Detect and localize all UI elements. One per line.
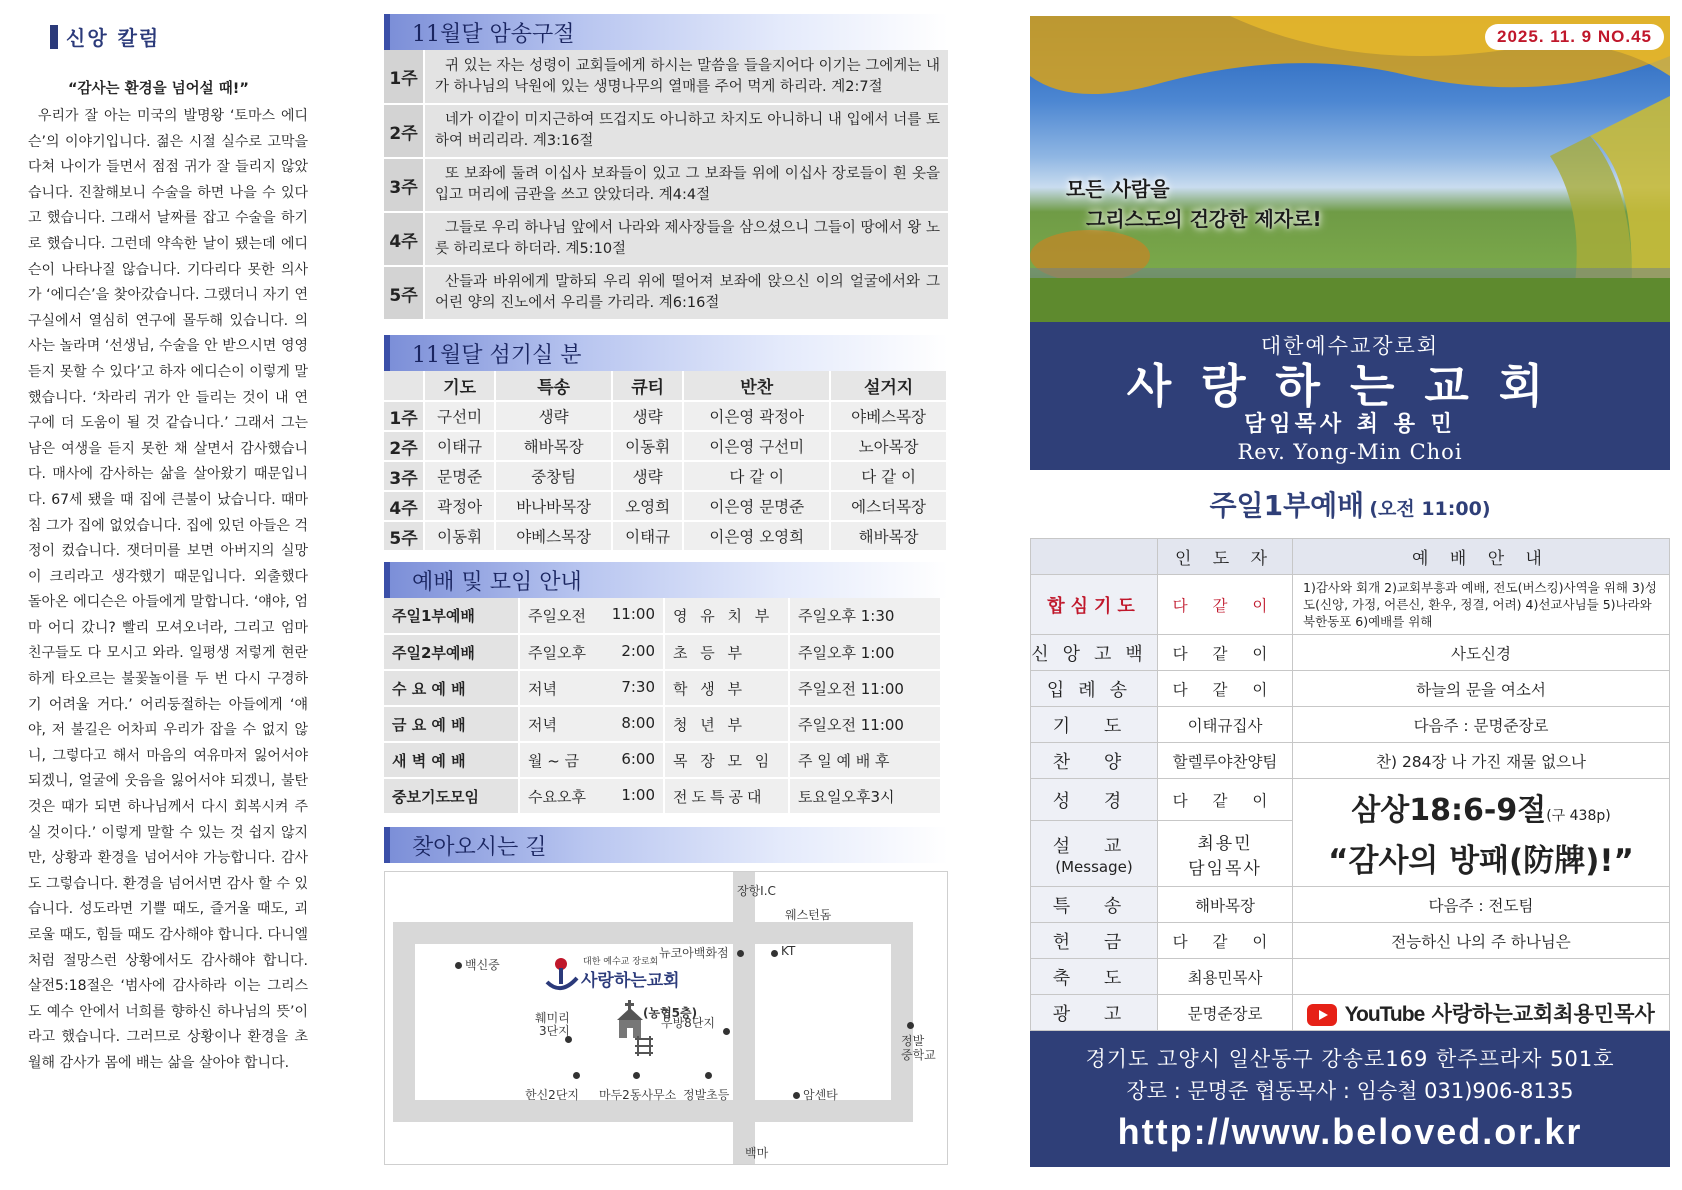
- service-row: [384, 598, 941, 634]
- road-center: [733, 872, 755, 1165]
- duty-row: [384, 431, 947, 461]
- service-name: 주일1부예배: [384, 598, 519, 634]
- map-church-name: 사랑하는교회: [581, 971, 680, 991]
- service-time-cell: [519, 742, 664, 778]
- order-row-hapsim: [1031, 575, 1670, 635]
- map-church-denom: 대한 예수교 장로회: [583, 957, 659, 967]
- order-row-praise: [1031, 743, 1670, 779]
- duty-row: [384, 401, 947, 431]
- youtube-channel-name: 사랑하는교회최용민목사: [1431, 1001, 1655, 1026]
- worship-order-table: [1030, 538, 1670, 1031]
- order-item: 설 교: [1052, 835, 1136, 857]
- duty-week: 2주: [384, 431, 424, 461]
- verse-text: 네가 이같이 미지근하여 뜨겁지도 아니하고 차지도 아니하니 내 입에서 너를 토하여 버리리라. 계3:16절: [424, 104, 948, 158]
- heading-bar: [50, 25, 58, 49]
- duty-cell: 노아목장: [830, 431, 947, 461]
- service-row: [384, 778, 941, 814]
- order-guide: 다음주 : 전도팀: [1293, 887, 1670, 923]
- map-label-westerndom: 웨스턴돔: [785, 908, 832, 922]
- order-item-sermon: [1031, 821, 1158, 887]
- service-name: 수 요 예 배: [384, 670, 519, 706]
- map-label-woobang: 우방8단지: [661, 1016, 716, 1030]
- map-church-note: (농협5층): [643, 1006, 698, 1020]
- youtube-channel[interactable]: [1293, 995, 1670, 1031]
- verse-week: 4주: [384, 212, 424, 266]
- duty-cell: 생략: [612, 461, 683, 491]
- duty-cell: 이은영 오영희: [683, 521, 830, 551]
- duty-cell: 다 같 이: [830, 461, 947, 491]
- verse-text: 산들과 바위에게 말하되 우리 위에 떨어져 보좌에 앉으신 이의 얼굴에서와 그 어린 양의 진노에서 우리를 가리라. 계6:16절: [424, 266, 948, 320]
- order-guide: 다음주 : 문명준장로: [1293, 707, 1670, 743]
- group-time: 주일오후 1:30: [789, 598, 941, 634]
- church-website[interactable]: http://www.beloved.or.kr: [1117, 1111, 1583, 1152]
- duty-cell: 이은영 곽정아: [683, 401, 830, 431]
- issue-badge: 2025. 11. 9 NO.45: [1485, 24, 1664, 50]
- verse-row: [384, 158, 948, 212]
- duty-cell: 야베스목장: [495, 521, 612, 551]
- order-row-offering: [1031, 923, 1670, 959]
- service-time-cell: [519, 598, 664, 634]
- order-leader: 할렐루야찬양팀: [1158, 743, 1293, 779]
- order-leader: 다 같 이: [1158, 923, 1293, 959]
- group-name: 초 등 부: [664, 634, 789, 670]
- road-bottom: [393, 1100, 913, 1122]
- order-corner: [1031, 539, 1158, 575]
- group-time: 주일오전 11:00: [789, 670, 941, 706]
- duty-cell: 해바목장: [495, 431, 612, 461]
- service-name: 중보기도모임: [384, 778, 519, 814]
- order-item: 입례송: [1031, 671, 1158, 707]
- duty-column-header: 반찬: [683, 371, 830, 401]
- order-guide: 전능하신 나의 주 하나님은: [1293, 923, 1670, 959]
- duty-cell: 이은영 문명준: [683, 491, 830, 521]
- group-time: 주일오전 11:00: [789, 706, 941, 742]
- church-footer: [1030, 1031, 1670, 1167]
- pastor-name-english: Rev. Yong-Min Choi: [1237, 440, 1463, 464]
- map-label-baekma: 백마: [745, 1146, 769, 1160]
- road-top: [393, 922, 913, 944]
- service-day: 주일오전: [528, 607, 586, 625]
- worship-time: (오전 11:00): [1369, 498, 1491, 520]
- duty-cell: 곽정아: [424, 491, 495, 521]
- duty-week: 4주: [384, 491, 424, 521]
- service-time: 7:30: [621, 677, 655, 696]
- directions-heading: 찾아오시는 길: [384, 827, 948, 863]
- scripture-sermon-cell: [1293, 779, 1670, 887]
- duty-cell: 이태규: [612, 521, 683, 551]
- slogan-line1: 모든 사람을: [1066, 177, 1170, 201]
- map-label-kt: KT: [781, 944, 796, 958]
- crosswalk-icon: [633, 1036, 655, 1056]
- group-time: 토요일오후3시: [789, 778, 941, 814]
- group-name: 학 생 부: [664, 670, 789, 706]
- map-dot-baeksin: [455, 962, 462, 969]
- order-head-guide: 예 배 안 내: [1293, 539, 1670, 575]
- order-leader-sub: 담임목사: [1188, 858, 1262, 879]
- duty-cell: 해바목장: [830, 521, 947, 551]
- service-time-cell: [519, 706, 664, 742]
- order-leader-sermon: [1158, 821, 1293, 887]
- duty-row: [384, 461, 947, 491]
- map-dot-madu: [633, 1072, 640, 1079]
- church-staff-contact: 장로 : 문명준 협동목사 : 임승철 031)906-8135: [1126, 1079, 1574, 1103]
- service-day: 저녁: [528, 715, 557, 734]
- map-dot-hanshin: [573, 1072, 580, 1079]
- verse-week: 5주: [384, 266, 424, 320]
- church-logo: [541, 952, 721, 1000]
- order-head-leader: 인 도 자: [1158, 539, 1293, 575]
- church-banner: [1030, 322, 1670, 470]
- verse-week: 2주: [384, 104, 424, 158]
- info-column: [384, 14, 948, 1165]
- order-item: 축 도: [1031, 959, 1158, 995]
- essay-body: [28, 104, 308, 1077]
- verse-row: [384, 104, 948, 158]
- order-row-blessing: [1031, 959, 1670, 995]
- order-guide: 사도신경: [1293, 635, 1670, 671]
- service-time: 6:00: [621, 749, 655, 768]
- duty-cell: 문명준: [424, 461, 495, 491]
- group-time: 주 일 예 배 후: [789, 742, 941, 778]
- essay-text: 우리가 잘 아는 미국의 발명왕 ‘토마스 에디슨’의 이야기입니다. 젊은 시절 실수로 고막을 다쳐 나이가 들면서 점점 귀가 잘 들리지 않았습니다. 진찰해보니 수술을 하면 나을 수 있다고 했습니다. 그래서 날짜를 잡고 수술을 하기로 했습니다. 그런데 약속한 날이 됐는데 에디슨이 나타나질 않습니다. 기다리다 못한 의사가 ‘에디슨’을 찾아갔습니다. 그랬더니 자기 연구실에서 열심히 연구에 몰두해 있습니다. 의사는 놀라며 ‘선생님, 수술을 안 받으시면 영영 듣지 못할 수 있다’고 하자 에디슨이 이렇게 말했습니다. ‘차라리 귀가 안 들리는 것이 내 연구에 더 도움이 될 것 같습니다.’ 그래서 그는 남은 여생을 듣지 못한 채 살면서 감사했습니다. 매사에 감사하는 삶을 살아왔기 때문입니다. 67세 됐을 때 집에 큰불이 났습니다. 때마침 그가 집에 없었습니다. 집에 있던 아들은 걱정이 컸습니다. 잿더미를 보면 아버지의 실망이 크리라고 생각했기 때문입니다. 외출했다 돌아온 에디슨은 아들에게 말합니다. ‘얘야, 엄마 어디 갔니? 빨리 모셔오너라, 그리고 엄마 친구들도 다 모시고 와라. 일평생 저렇게 현란하게 타오르는 불꽃놀이를 두 번 다시 구경하기 어려울 거다.’ 어리둥절하는 아들에게 ‘얘야, 저 불길은 어차피 우리가 잡을 수 없지 않니, 그렇다고 해서 마음의 여유마저 잃어서야 되겠니, 얼굴에 웃음을 잃어서야 되겠니, 불탄 것은 때가 되면 하나님께서 다시 회복시켜 주실 것이다.’ 이렇게 말할 수 있는 것 쉽지 않지만, 상황과 환경을 넘어서야 가능합니다. 감사도 그렇습니다. 환경을 넘어서면 감사 할 수 있습니다. 성도라면 기쁠 때도, 즐거울 때도, 괴로울 때도, 힘들 때도 감사해야 합니다. 다니엘처럼 절망스런 상황에서도 감사해야 합니다. 살전5:18절은 ‘범사에 감사하라 이는 그리스도 예수 안에서 너희를 향하신 하나님의 뜻’이라고 했습니다. 그러므로 상황이나 환경을 초월해 감사가 몸에 배는 삶을 살아야 합니다.: [28, 108, 308, 1071]
- order-row-scripture: [1031, 779, 1670, 821]
- order-item: 기 도: [1031, 707, 1158, 743]
- sermon-title: “감사의 방패(防牌)!”: [1328, 843, 1634, 879]
- prayer-topics: 1)감사와 회개 2)교회부흥과 예배, 전도(버스킹)사역을 위해 3)성도(신앙, 가정, 어른신, 환우, 정결, 어려) 4)선교사님들 5)나라와 북한동포 6)예배를 위해: [1293, 575, 1670, 635]
- order-item: 신앙고백: [1031, 635, 1158, 671]
- verse-row: [384, 266, 948, 320]
- service-time-cell: [519, 778, 664, 814]
- landscape-illustration: [1030, 16, 1670, 322]
- duty-cell: 구선미: [424, 401, 495, 431]
- service-time: 8:00: [621, 713, 655, 732]
- duty-week: 1주: [384, 401, 424, 431]
- map-label-amcenter: 암센타: [803, 1088, 838, 1102]
- order-row-special: [1031, 887, 1670, 923]
- services-table: [384, 598, 942, 815]
- verse-week: 3주: [384, 158, 424, 212]
- duty-row: [384, 521, 947, 551]
- order-leader: 다 같 이: [1158, 635, 1293, 671]
- column-heading-text: 신앙 칼럼: [66, 26, 161, 50]
- order-item: 찬 양: [1031, 743, 1158, 779]
- order-leader: 최용민목사: [1158, 959, 1293, 995]
- duty-cell: 에스더목장: [830, 491, 947, 521]
- service-row: [384, 634, 941, 670]
- map-dot-woobang: [723, 1028, 730, 1035]
- map-label-madu: 마두2동사무소: [599, 1088, 677, 1102]
- service-time: 11:00: [611, 605, 655, 623]
- duty-table: [384, 371, 948, 552]
- order-guide: [1293, 959, 1670, 995]
- duty-column-header: 큐티: [612, 371, 683, 401]
- order-item: 성 경: [1031, 779, 1158, 821]
- verse-row: [384, 50, 948, 104]
- group-name: 청 년 부: [664, 706, 789, 742]
- order-item: 합심기도: [1031, 575, 1158, 635]
- duty-cell: 야베스목장: [830, 401, 947, 431]
- column-heading: [50, 22, 308, 51]
- essay-title: “감사는 환경을 넘어설 때!”: [68, 81, 249, 97]
- order-leader: 최용민: [1197, 833, 1253, 854]
- group-name: 영 유 치 부: [664, 598, 789, 634]
- map-label-baeksin: 백신중: [465, 958, 500, 972]
- service-day: 저녁: [528, 679, 557, 698]
- services-heading: 예배 및 모임 안내: [384, 562, 948, 598]
- group-name: 목 장 모 임: [664, 742, 789, 778]
- map-label-newcore: 뉴코아백화점: [659, 946, 729, 960]
- map-label-jeongbal: 정발초등: [683, 1088, 730, 1102]
- duty-cell: 생략: [612, 401, 683, 431]
- slogan-line2: 그리스도의 건강한 제자로!: [1086, 207, 1322, 231]
- order-item-sub: (Message): [1055, 857, 1133, 876]
- verse-week: 1주: [384, 50, 424, 104]
- order-item: 헌 금: [1031, 923, 1158, 959]
- service-row: [384, 706, 941, 742]
- road-left: [393, 922, 415, 1122]
- church-logo-icon: [541, 952, 581, 996]
- service-day: 주일오후: [528, 643, 586, 662]
- duty-cell: 이태규: [424, 431, 495, 461]
- youtube-play-icon: [1307, 1004, 1337, 1026]
- duty-cell: 이은영 구선미: [683, 431, 830, 461]
- group-time: 주일오후 1:00: [789, 634, 941, 670]
- group-name: 전도특공대: [664, 778, 789, 814]
- pastor-name: 담임목사 최 용 민: [1244, 412, 1456, 437]
- order-row-prayer: [1031, 707, 1670, 743]
- map-label-hwemiri: 훼미리 3단지: [535, 1011, 570, 1038]
- scripture-page: (구 438p): [1546, 808, 1611, 824]
- duty-cell: 이동휘: [612, 431, 683, 461]
- order-item: 특 송: [1031, 887, 1158, 923]
- verse-text: 귀 있는 자는 성령이 교회들에게 하시는 말씀을 들을지어다 이기는 그에게는 내가 하나님의 낙원에 있는 생명나무의 열매를 주어 먹게 하리라. 계2:7절: [424, 50, 948, 104]
- verse-text: 그들로 우리 하나님 앞에서 나라와 제사장들을 삼으셨으니 그들이 땅에서 왕 노릇 하리로다 하더라. 계5:10절: [424, 212, 948, 266]
- verses-table: [384, 50, 948, 321]
- order-row-hymn: [1031, 671, 1670, 707]
- order-row-creed: [1031, 635, 1670, 671]
- scripture-reference: 삼상18:6-9절: [1351, 793, 1547, 828]
- order-leader: 문명준장로: [1158, 995, 1293, 1031]
- order-leader: 다 같 이: [1158, 779, 1293, 821]
- service-time: 2:00: [621, 641, 655, 660]
- worship-title: [1030, 484, 1670, 530]
- duty-column-header: 설거지: [830, 371, 947, 401]
- worship-title-text: 주일1부예배: [1209, 489, 1365, 522]
- service-name: 주일2부예배: [384, 634, 519, 670]
- church-address: 경기도 고양시 일산동구 강송로169 한주프라자 501호: [1085, 1047, 1615, 1071]
- map-label-jeongbal-mid: 정발 중학교: [901, 1034, 936, 1062]
- cover-column: [1030, 16, 1670, 1167]
- duty-cell: 바나바목장: [495, 491, 612, 521]
- order-item: 광 고: [1031, 995, 1158, 1031]
- duty-heading: 11월달 섬기실 분: [384, 335, 948, 371]
- duty-cell: 생략: [495, 401, 612, 431]
- order-leader: 다 같 이: [1158, 575, 1293, 635]
- cover-photo: [1030, 16, 1670, 322]
- service-name: 새 벽 예 배: [384, 742, 519, 778]
- duty-cell: 중창팀: [495, 461, 612, 491]
- service-row: [384, 742, 941, 778]
- map-dot-jeongbal: [705, 1072, 712, 1079]
- map-dot-newcore: [737, 950, 744, 957]
- duty-cell: 다 같 이: [683, 461, 830, 491]
- service-row: [384, 670, 941, 706]
- duty-column-header: 기도: [424, 371, 495, 401]
- duty-row: [384, 491, 947, 521]
- map-dot-kt: [771, 950, 778, 957]
- service-time-cell: [519, 634, 664, 670]
- map-dot-jeongbal-mid: [907, 1022, 914, 1029]
- service-time: 1:00: [621, 785, 655, 804]
- map-label-hanshin: 한신2단지: [525, 1088, 580, 1102]
- duty-cell: 이동휘: [424, 521, 495, 551]
- duty-cell: 오영희: [612, 491, 683, 521]
- youtube-label: YouTube: [1344, 1002, 1425, 1026]
- church-name: 사랑하는교회: [1126, 359, 1574, 413]
- duty-corner: [384, 371, 424, 401]
- service-time-cell: [519, 670, 664, 706]
- duty-week: 3주: [384, 461, 424, 491]
- service-name: 금 요 예 배: [384, 706, 519, 742]
- map-dot-amcenter: [793, 1092, 800, 1099]
- duty-week: 5주: [384, 521, 424, 551]
- verse-text: 또 보좌에 둘려 이십사 보좌들이 있고 그 보좌들 위에 이십사 장로들이 흰 옷을 입고 머리에 금관을 쓰고 앉았더라. 계4:4절: [424, 158, 948, 212]
- faith-column: [28, 22, 308, 1077]
- service-day: 수요오후: [528, 787, 586, 806]
- duty-column-header: 특송: [495, 371, 612, 401]
- order-leader: 이태규집사: [1158, 707, 1293, 743]
- order-guide: 찬) 284장 나 가진 재물 없으나: [1293, 743, 1670, 779]
- directions-map: [384, 871, 948, 1165]
- order-row-notice: [1031, 995, 1670, 1031]
- cover-slogan: [1066, 174, 1322, 234]
- denomination: 대한예수교장로회: [1260, 334, 1440, 358]
- verses-heading: 11월달 암송구절: [384, 14, 948, 50]
- order-leader: 해바목장: [1158, 887, 1293, 923]
- order-guide: 하늘의 문을 여소서: [1293, 671, 1670, 707]
- order-leader: 다 같 이: [1158, 671, 1293, 707]
- verse-row: [384, 212, 948, 266]
- map-label-ic: 장항I.C: [737, 884, 776, 898]
- service-day: 월 ~ 금: [528, 751, 580, 770]
